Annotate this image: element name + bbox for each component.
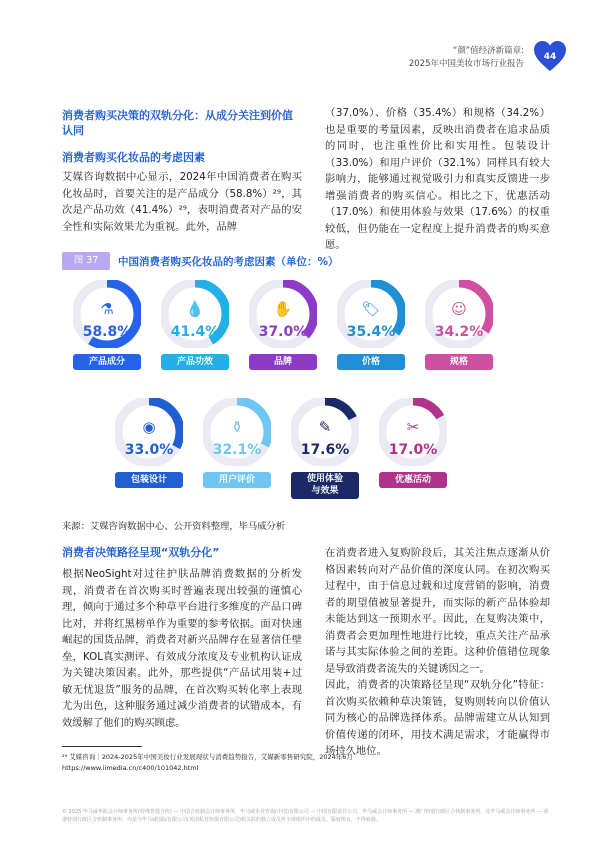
- coupon-icon: ✂: [406, 418, 420, 436]
- footnote-link[interactable]: https://www.iimedia.cn/c400/101042.html: [62, 764, 199, 772]
- body-paragraph-left: 根据NeoSight对过往护肤品牌消费数据的分析发现，消费者在首次购买时普遍表现出较强的谨慎心理，倾向于通过多个种草平台进行多维度的产品口碑比对，并将红黑榜单作为重要的参考依据。面对快速崛起的国货品牌，消费者对新兴品牌存在显著信任壁垒，KOL真实测评、有效成分浓度及专业机构认证成为关键决策因素。此外，那些提供“产品试用装+过敏无忧退货”服务的品牌，在首次购买转化率上表现尤为出色，这种服务通过减少消费者的试错成本，有效缓解了他们的购买顾虑。: [62, 568, 302, 729]
- donut-value-label: 37.0%: [258, 324, 308, 340]
- face-icon: ☺: [451, 300, 467, 318]
- section-subheading: 消费者购买化妆品的考虑因素: [62, 151, 205, 164]
- droplets-icon: 💧: [185, 300, 205, 318]
- donut-value-label: 32.1%: [212, 442, 262, 458]
- donut-value-label: 41.4%: [170, 324, 220, 340]
- donut-value-label: 58.8%: [82, 324, 132, 340]
- donut-category-label: 规格: [425, 354, 493, 370]
- body-paragraph-right-1: 在消费者进入复购阶段后，其关注焦点逐渐从价格因素转向对产品价值的深度认同。在初次购买过程中，由于信息过载和过度营销的影响，消费者的期望值被显著提升，而实际的新产品体验却未能达到这一预期水平。因此，在复购决策中，消费者会更加理性地进行比较，重点关注产品承诺与其实际体验之间的差距。这种价值错位现象是导致消费者流失的关键诱因之一。: [325, 547, 550, 675]
- donut-category-label: 品牌: [249, 354, 317, 370]
- footnote-citation: ²⁹ 艾媒咨询｜2024-2025年中国美妆行业发展现状与消费趋势报告，艾媒新零售研究院，2024年6月: [62, 753, 353, 761]
- donut-item: [192, 398, 282, 498]
- donut-item: [150, 280, 240, 380]
- section-heading-2: 消费者决策路径呈现“双轨分化”: [62, 546, 220, 559]
- figure-source: 来源：艾媒咨询数据中心、公开资料整理，毕马威分析: [62, 521, 286, 532]
- jar-icon: ◉: [142, 418, 156, 436]
- bottle-icon: ⚱: [230, 418, 244, 436]
- donut-value-label: 34.2%: [434, 324, 484, 340]
- donut-value-label: 35.4%: [346, 324, 396, 340]
- lipstick-icon: ✎: [318, 418, 332, 436]
- intro-paragraph-continued: （37.0%）、价格（35.4%）和规格（34.2%）也是重要的考量因素，反映出消费者在追求品质的同时，也注重性价比和实用性。包装设计（33.0%）和用户评价（32.1%）同样具有较大影响力，能够通过视觉吸引力和真实反馈进一步增强消费者的购买信心。相比之下，优惠活动（17.0%）和使用体验与效果（17.6%）的权重较低，但仍能在一定程度上提升消费者的购买意愿。: [325, 107, 550, 251]
- donut-category-label: 产品成分: [73, 354, 141, 370]
- donut-item: [238, 280, 328, 380]
- footnote-divider: [62, 746, 142, 747]
- donut-item: [62, 280, 152, 380]
- section-heading: 消费者购买决策的双轨分化：从成分关注到价值认同: [62, 109, 293, 137]
- donut-category-label: 价格: [337, 354, 405, 370]
- donut-value-label: 17.0%: [388, 442, 438, 458]
- report-title: 2025年中国美妆市场行业报告: [408, 59, 524, 69]
- donut-item: [104, 398, 194, 498]
- report-subtitle: “颜”值经济新篇章:: [452, 46, 524, 56]
- donut-category-label: 优惠活动: [379, 472, 447, 488]
- body-paragraph-right-2: 因此，消费者的决策路径呈现“双轨分化”特征：首次购买依赖种草决策链，复购则转向以价值认同为核心的品牌选择体系。品牌需建立从认知到价值传递的闭环，用技术满足需求，才能赢得市场持久地位。: [325, 679, 550, 757]
- footnote: [62, 752, 353, 774]
- figure-title: 中国消费者购买化妆品的考虑因素（单位：%）: [118, 256, 339, 268]
- legal-notice: © 2025 毕马威华振会计师事务所(特殊普通合伙) — 中国合伙制会计师事务所，毕马威企业咨询(中国)有限公司 — 中国有限责任公司，毕马威会计师事务所 — 澳门特别行政区合伙制事务所，及毕马威会计师事务所 — 香港特别行政区合伙制事务所，均是与毕马威国际有限公司(英国私营担保有限公司)相关联的独立成员所全球组织中的成员。版权所有，不得转载。: [62, 809, 549, 823]
- donut-value-label: 17.6%: [300, 442, 350, 458]
- price-tag-icon: 🏷: [361, 300, 381, 318]
- page-number: 44: [543, 52, 557, 62]
- donut-item: [326, 280, 416, 380]
- donut-category-label: 使用体验 与效果: [291, 472, 359, 499]
- donut-item: [280, 398, 370, 498]
- figure-tag: 图 37: [62, 252, 110, 270]
- donut-item: [368, 398, 458, 498]
- donut-item: [414, 280, 504, 380]
- flask-icon: ⚗: [100, 300, 114, 318]
- donut-value-label: 33.0%: [124, 442, 174, 458]
- donut-category-label: 包装设计: [115, 472, 183, 488]
- donut-category-label: 产品功效: [161, 354, 229, 370]
- intro-paragraph: 艾媒咨询数据中心显示，2024年中国消费者在购买化妆品时，首要关注的是产品成分（58.8%）²⁹，其次是产品功效（41.4%）²⁹，表明消费者对产品的安全性和实际效果尤为重视。此外，品牌: [62, 171, 302, 233]
- hand-icon: ✋: [273, 300, 293, 318]
- donut-category-label: 用户评价: [203, 472, 271, 488]
